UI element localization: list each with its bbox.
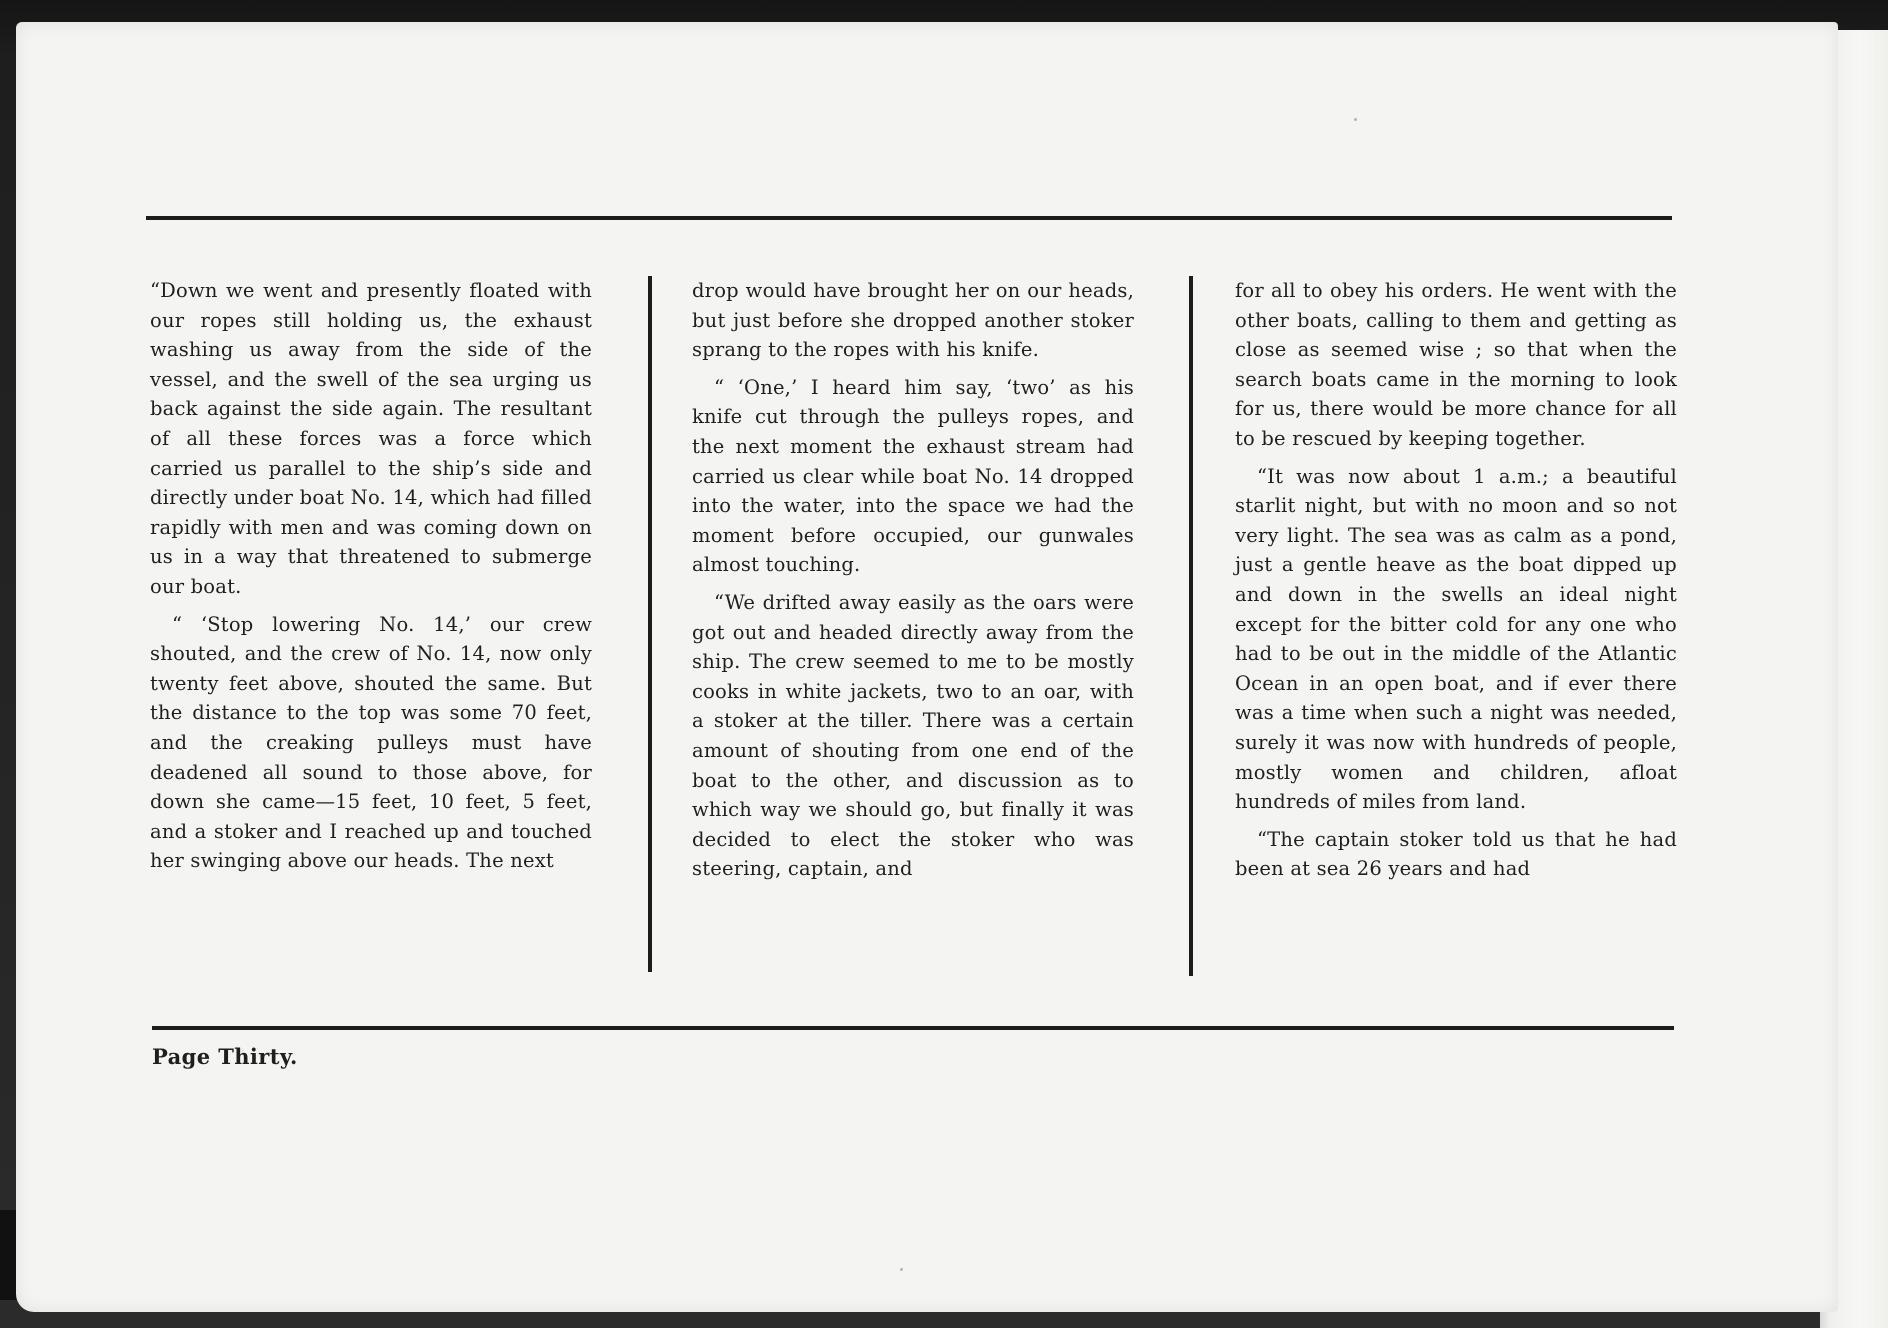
paragraph: “We drifted away easily as the oars were got out and headed directly away from the ship. The crew seemed to me to be mostly cooks in white jackets, two to an oar, with a stoker at the tiller. There was a certain amount of shouting from one end of the boat to the other, and discussion as to which way we should go, but finally it was decided to elect the stoker who was steering, captain, and	[692, 590, 1134, 881]
paragraph: “Down we went and presently floated with our ropes still holding us, the exhaust washing us away from the side of the vessel, and the swell of the sea urging us back against the side again. The resultant of all these forces was a force which carried us parallel to the ship’s side and directly under boat No. 14, which had filled rapidly with men and was coming down on us in a way that threatened to submerge our boat.	[150, 279, 592, 598]
text-column-3	[1235, 276, 1677, 892]
paragraph: for all to obey his orders. He went with the other boats, calling to them and getting as close as seemed wise ; so that when the search boats came in the morning to look for us, there would be more chance for all to be rescued by keeping together.	[1235, 279, 1677, 450]
column-divider	[648, 276, 652, 972]
scan-speck	[900, 1268, 903, 1271]
paragraph: drop would have brought her on our heads, but just before she dropped another stoker sprang to the ropes with his knife.	[692, 279, 1134, 362]
bottom-rule	[152, 1026, 1674, 1030]
text-column-1	[150, 276, 592, 884]
paragraph: “ ‘Stop lowering No. 14,’ our crew shouted, and the crew of No. 14, now only twenty feet above, shouted the same. But the distance to the top was some 70 feet, and the creaking pulleys must have deadened all sound to those above, for down she came—15 feet, 10 feet, 5 feet, and a stoker and I reached up and touched her swinging above our heads. The next	[150, 612, 592, 873]
paragraph: “It was now about 1 a.m.; a beautiful starlit night, but with no moon and so not very light. The sea was as calm as a pond, just a gentle heave as the boat dipped up and down in the swells an ideal night except for the bitter cold for any one who had to be out in the middle of the Atlantic Ocean in an open boat, and if ever there was a time when such a night was needed, surely it was now with hundreds of people, mostly women and children, afloat hundreds of miles from land.	[1235, 464, 1677, 814]
scan-speck	[1354, 118, 1357, 121]
page-number: Page Thirty.	[152, 1044, 298, 1069]
top-rule	[146, 216, 1672, 220]
paragraph: “ ‘One,’ I heard him say, ‘two’ as his knife cut through the pulleys ropes, and the next moment the exhaust stream had carried us clear while boat No. 14 dropped into the water, into the space we had the moment before occupied, our gunwales almost touching.	[692, 375, 1134, 577]
text-column-2	[692, 276, 1134, 892]
column-divider	[1189, 276, 1193, 976]
paragraph: “The captain stoker told us that he had been at sea 26 years and had	[1235, 827, 1677, 881]
